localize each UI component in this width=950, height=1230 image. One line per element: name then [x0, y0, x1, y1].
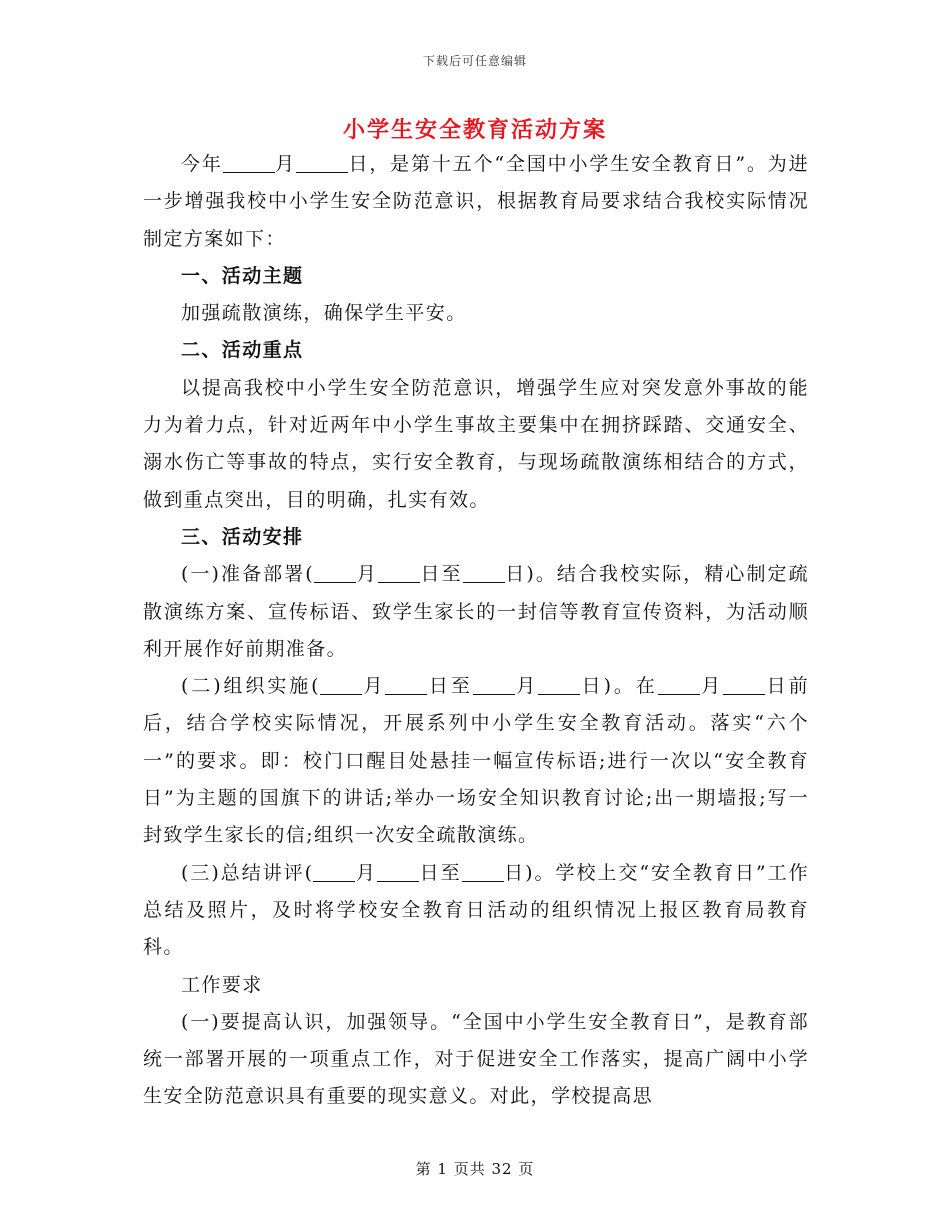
item-text: (三)总结讲评( [181, 861, 314, 884]
item-text: 月 [699, 675, 724, 698]
item-text: 日前后，结合学校实际情况，开展系列中小学生安全教育活动。落实“六个一”的要求。即：校门口醒目处悬挂一幅宣传标语;进行一次以“安全教育日”为主题的国旗下的讲话;举办一场安全知识教育讨论;出一期墙报;写一封致学生家长的信;组织一次安全疏散演练。 [143, 675, 809, 847]
blank-line [313, 862, 355, 882]
intro-paragraph [143, 146, 809, 258]
blank-line [538, 675, 580, 695]
item-text: 日)。学校上交“安全教育日”工作总结及照片，及时将学校安全教育日活动的组织情况上报区教育局教育科。 [143, 861, 809, 959]
section-paragraph-focus: 以提高我校中小学生安全防范意识，增强学生应对突发意外事故的能力为着力点，针对近两年中小学生事故主要集中在拥挤踩踏、交通安全、溺水伤亡等事故的特点，实行安全教育，与现场疏散演练相结合的方式，做到重点突出，目的明确，扎实有效。 [143, 376, 809, 511]
arrangement-item-implement [143, 668, 809, 854]
header-note: 下载后可任意编辑 [422, 54, 527, 68]
requirements-heading: 工作要求 [181, 973, 263, 996]
item-text: 日)。在 [580, 675, 658, 698]
blank-line [223, 153, 275, 173]
item-text: (一)准备部署( [181, 563, 315, 586]
item-text: (二)组织实施( [181, 675, 320, 698]
page-footer: 第 1 页共 32 页 [415, 1160, 535, 1178]
blank-line [723, 675, 765, 695]
arrangement-item-prepare [143, 556, 809, 668]
blank-line [385, 675, 427, 695]
intro-text: 日，是第十五个“全国中小学生安全教育日”。为进一步增强我校中小学生安全防范意识，根据教育局要求结合我校实际情况制定方案如下： [143, 153, 809, 250]
blank-line [473, 675, 515, 695]
document-title: 小学生安全教育活动方案 [342, 117, 607, 143]
section-heading-arrangement: 三、活动安排 [181, 525, 304, 548]
blank-line [658, 675, 700, 695]
blank-line [462, 862, 504, 882]
blank-line [463, 563, 505, 583]
item-text: 月 [356, 563, 378, 586]
section-heading-focus: 二、活动重点 [181, 339, 304, 362]
item-text: 日至 [419, 563, 463, 586]
arrangement-item-summary [143, 855, 809, 967]
item-text: 月 [514, 675, 539, 698]
blank-line [377, 862, 419, 882]
intro-text: 今年 [181, 153, 223, 175]
item-text: 月 [355, 861, 378, 884]
blank-line [320, 675, 362, 695]
blank-line [378, 563, 420, 583]
item-text: 月 [362, 675, 386, 698]
blank-line [314, 563, 356, 583]
blank-line [296, 153, 348, 173]
intro-text: 月 [274, 153, 297, 175]
requirements-item-1: (一)要提高认识，加强领导。“全国中小学生安全教育日”，是教育部统一部署开展的一项重点工作，对于促进安全工作落实，提高广阔中小学生安全防范意识具有重要的现实意义。对此，学校提高思 [143, 1010, 809, 1108]
item-text: 日至 [427, 675, 473, 698]
document-body [143, 146, 809, 1116]
item-text: 日至 [419, 861, 462, 884]
section-heading-theme: 一、活动主题 [181, 264, 304, 287]
item-text: 日)。结合我校实际，精心制定疏散演练方案、宣传标语、致学生家长的一封信等教育宣传资料，为活动顺利开展作好前期准备。 [143, 563, 809, 660]
section-paragraph-theme: 加强疏散演练，确保学生平安。 [181, 302, 467, 325]
